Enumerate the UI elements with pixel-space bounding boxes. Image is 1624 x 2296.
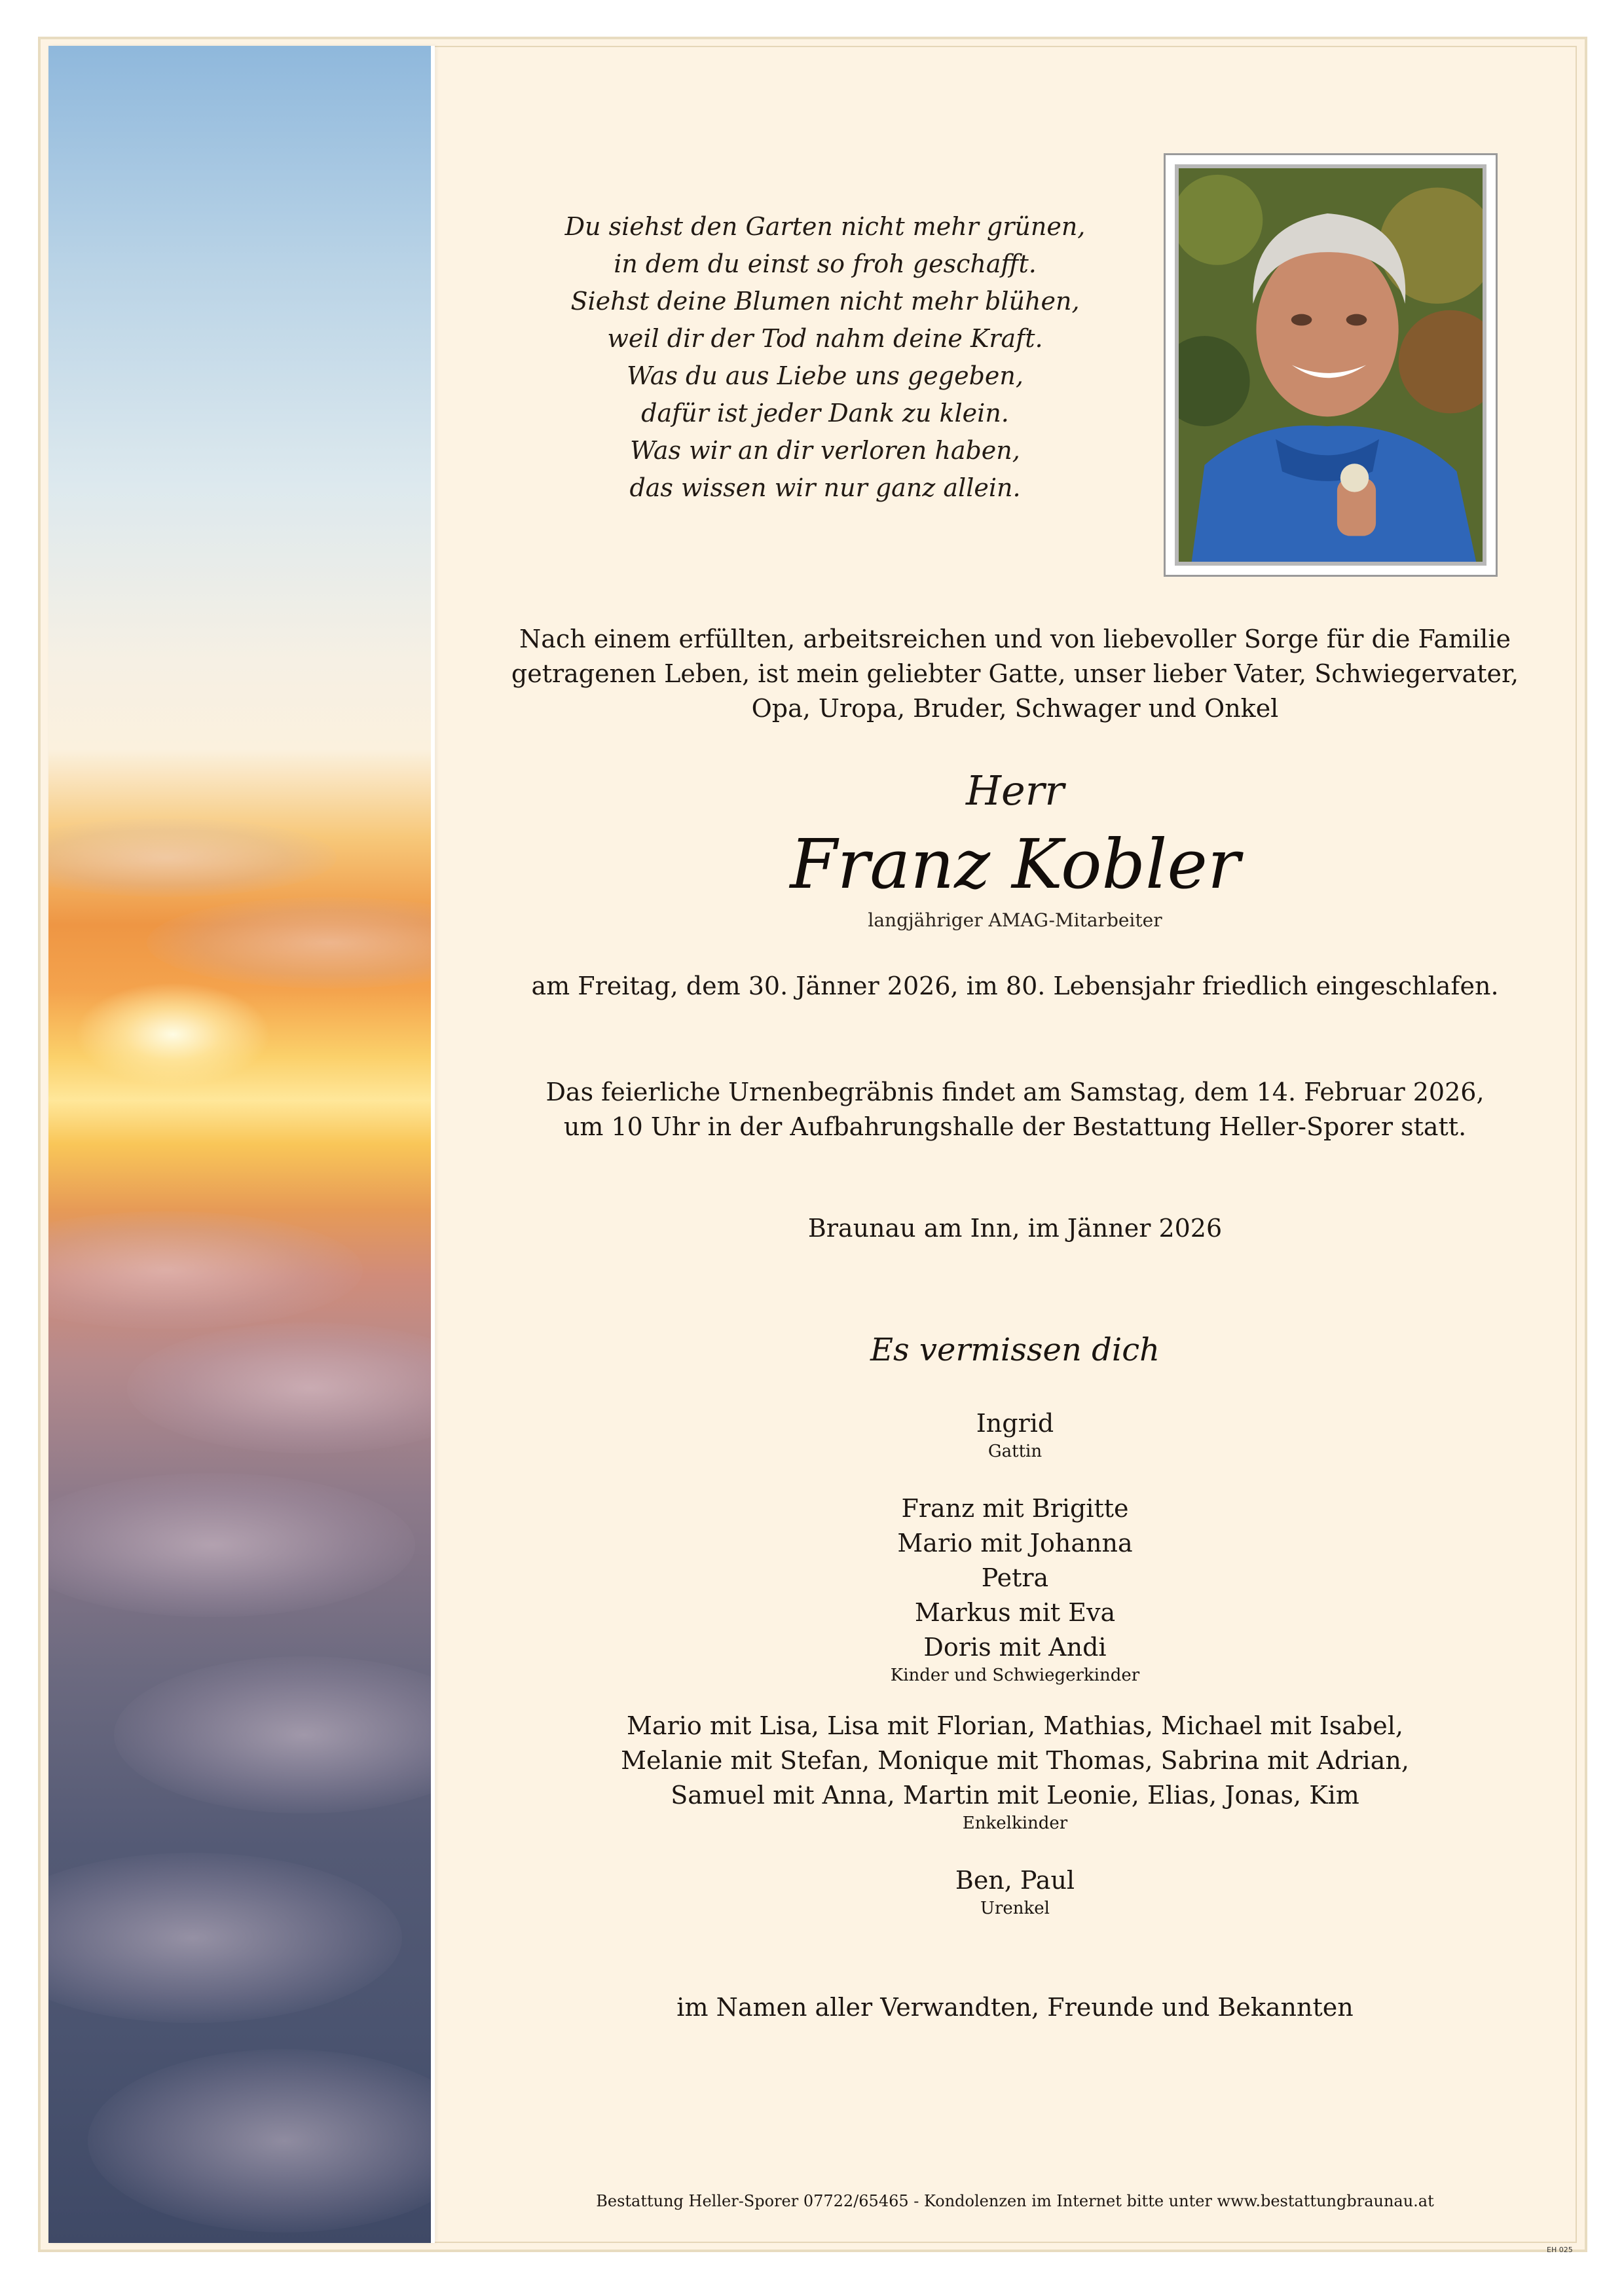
cloud	[48, 1853, 402, 2023]
funeral-line: Das feierliche Urnenbegräbnis findet am Samstag, dem 14. Februar 2026,	[545, 1078, 1485, 1106]
portrait-photo-frame	[1164, 153, 1498, 577]
poem	[537, 208, 1113, 507]
relation-label: Gattin	[987, 1442, 1043, 1461]
intro-line: Nach einem erfüllten, arbeitsreichen und von liebevoller Sorge für die Familie	[519, 625, 1511, 653]
cloud	[48, 1211, 363, 1329]
poem-line: Was wir an dir verloren haben,	[630, 436, 1020, 465]
mourners-heading: Es vermissen dich	[870, 1332, 1160, 1368]
cloud	[127, 1322, 435, 1453]
cloud	[114, 1656, 435, 1813]
sunset-clouds-image	[48, 46, 435, 2243]
death-announcement: am Freitag, dem 30. Jänner 2026, im 80. Lebensjahr friedlich eingeschlafen.	[531, 972, 1499, 1000]
mourner-line: Mario mit Lisa, Lisa mit Florian, Mathias, Michael mit Isabel,	[627, 1711, 1403, 1740]
salutation: Herr	[965, 767, 1065, 814]
mourner-name: Markus mit Eva	[914, 1598, 1116, 1627]
intro-paragraph	[498, 622, 1532, 726]
funeral-details	[498, 1075, 1532, 1144]
mourner-name: Franz mit Brigitte	[901, 1494, 1129, 1523]
relation-label: Urenkel	[980, 1899, 1050, 1918]
mourner-line: Melanie mit Stefan, Monique mit Thomas, Sabrina mit Adrian,	[621, 1746, 1409, 1775]
cloud	[48, 818, 337, 897]
relation-label: Enkelkinder	[962, 1813, 1068, 1833]
sun-glow	[75, 982, 271, 1087]
mourner-name: Ben, Paul	[955, 1866, 1075, 1895]
deceased-role: langjähriger AMAG-Mitarbeiter	[868, 909, 1162, 931]
cloud	[88, 2049, 435, 2232]
poem-line: Was du aus Liebe uns gegeben,	[627, 361, 1024, 390]
wife-block	[498, 1406, 1532, 1462]
footer-contact: Bestattung Heller-Sporer 07722/65465 - Kondolenzen im Internet bitte unter www.bestattungbraunau.at	[596, 2192, 1434, 2210]
intro-line: getragenen Leben, ist mein geliebter Gatte, unser lieber Vater, Schwiegervater,	[511, 659, 1519, 688]
place-date: Braunau am Inn, im Jänner 2026	[807, 1214, 1223, 1243]
mourner-name: Petra	[981, 1563, 1049, 1592]
poem-line: Siehst deine Blumen nicht mehr blühen,	[570, 287, 1080, 316]
poem-line: Du siehst den Garten nicht mehr grünen,	[564, 212, 1086, 241]
closing-line: im Namen aller Verwandten, Freunde und Bekannten	[676, 1993, 1354, 2022]
relation-label: Kinder und Schwiegerkinder	[890, 1666, 1140, 1685]
children-block	[498, 1491, 1532, 1686]
mourner-line: Samuel mit Anna, Martin mit Leonie, Elias, Jonas, Kim	[671, 1781, 1359, 1810]
template-code: EH 025	[1547, 2246, 1573, 2254]
portrait-illustration	[1179, 168, 1483, 562]
grandchildren-block	[498, 1709, 1532, 1834]
portrait-photo	[1175, 164, 1486, 566]
poem-line: in dem du einst so froh geschafft.	[614, 249, 1037, 278]
intro-line: Opa, Uropa, Bruder, Schwager und Onkel	[751, 694, 1279, 723]
great-grandchildren-block	[498, 1863, 1532, 1919]
cloud	[147, 897, 435, 989]
deceased-name: Franz Kobler	[790, 824, 1240, 904]
poem-line: das wissen wir nur ganz allein.	[629, 473, 1021, 502]
funeral-line: um 10 Uhr in der Aufbahrungshalle der Bestattung Heller-Sporer statt.	[563, 1112, 1467, 1141]
cloud	[48, 1473, 415, 1617]
mourner-name: Doris mit Andi	[923, 1633, 1107, 1662]
mourner-name: Mario mit Johanna	[897, 1529, 1133, 1558]
mourner-name: Ingrid	[976, 1409, 1054, 1438]
poem-line: weil dir der Tod nahm deine Kraft.	[607, 324, 1043, 353]
poem-line: dafür ist jeder Dank zu klein.	[641, 399, 1009, 428]
